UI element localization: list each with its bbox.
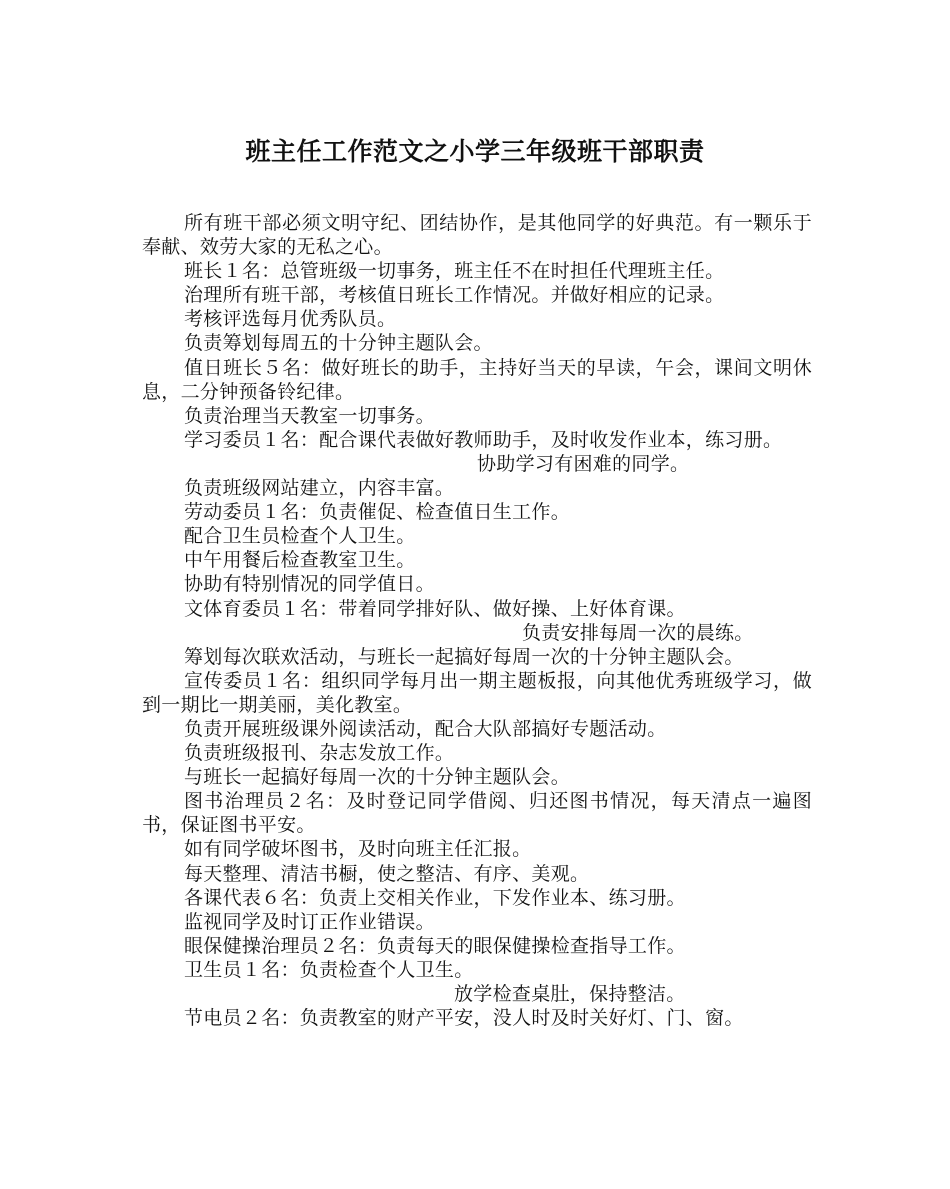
paragraph: 节电员２名：负责教室的财产平安，没人时及时关好灯、门、窗。 bbox=[184, 1007, 744, 1030]
paragraph: 负责筹划每周五的十分钟主题队会。 bbox=[184, 332, 493, 355]
page-title: 班主任工作范文之小学三年级班干部职责 bbox=[245, 137, 705, 166]
paragraph: 各课代表６名：负责上交相关作业，下发作业本、练习册。 bbox=[184, 886, 686, 909]
paragraph: 中午用餐后检查教室卫生。 bbox=[184, 549, 416, 572]
paragraph: 卫生员１名：负责检查个人卫生。 bbox=[184, 958, 474, 981]
paragraph: 配合卫生员检查个人卫生。 bbox=[184, 525, 416, 548]
paragraph: 协助学习有困难的同学。 bbox=[477, 452, 690, 475]
paragraph: 与班长一起搞好每周一次的十分钟主题队会。 bbox=[184, 766, 571, 789]
paragraph: 文体育委员１名：带着同学排好队、做好操、上好体育课。 bbox=[184, 597, 686, 620]
document-body bbox=[142, 211, 812, 1030]
paragraph: 眼保健操治理员２名：负责每天的眼保健操检查指导工作。 bbox=[184, 934, 686, 957]
paragraph: 劳动委员１名：负责催促、检查值日生工作。 bbox=[184, 501, 571, 524]
paragraph: 如有同学破坏图书，及时向班主任汇报。 bbox=[184, 838, 532, 861]
paragraph: 每天整理、清洁书橱，使之整洁、有序、美观。 bbox=[184, 862, 590, 885]
paragraph: 宣传委员１名：组织同学每月出一期主题板报，向其他优秀班级学习，做到一期比一期美丽，美化教室。 bbox=[142, 669, 812, 716]
paragraph: 负责治理当天教室一切事务。 bbox=[184, 404, 435, 427]
paragraph: 值日班长５名：做好班长的助手，主持好当天的早读，午会，课间文明休息，二分钟预备铃纪律。 bbox=[142, 356, 812, 403]
paragraph: 筹划每次联欢活动，与班长一起搞好每周一次的十分钟主题队会。 bbox=[184, 645, 744, 668]
paragraph: 学习委员１名：配合课代表做好教师助手，及时收发作业本，练习册。 bbox=[184, 428, 783, 451]
paragraph: 所有班干部必须文明守纪、团结协作，是其他同学的好典范。有一颗乐于奉献、效劳大家的无私之心。 bbox=[142, 212, 812, 259]
paragraph: 负责班级网站建立，内容丰富。 bbox=[184, 477, 455, 500]
paragraph: 监视同学及时订正作业错误。 bbox=[184, 910, 435, 933]
paragraph: 放学检查桌肚，保持整洁。 bbox=[454, 983, 686, 1005]
paragraph: 考核评选每月优秀队员。 bbox=[184, 308, 397, 331]
paragraph: 负责开展班级课外阅读活动，配合大队部搞好专题活动。 bbox=[184, 717, 667, 740]
paragraph: 班长１名：总管班级一切事务，班主任不在时担任代理班主任。 bbox=[184, 260, 725, 283]
paragraph: 负责班级报刊、杂志发放工作。 bbox=[184, 742, 455, 765]
paragraph: 协助有特别情况的同学值日。 bbox=[184, 573, 435, 596]
paragraph: 图书治理员２名：及时登记同学借阅、归还图书情况，每天清点一遍图书，保证图书平安。 bbox=[142, 790, 812, 837]
paragraph: 负责安排每周一次的晨练。 bbox=[522, 621, 754, 644]
paragraph: 治理所有班干部，考核值日班长工作情况。并做好相应的记录。 bbox=[184, 284, 725, 307]
